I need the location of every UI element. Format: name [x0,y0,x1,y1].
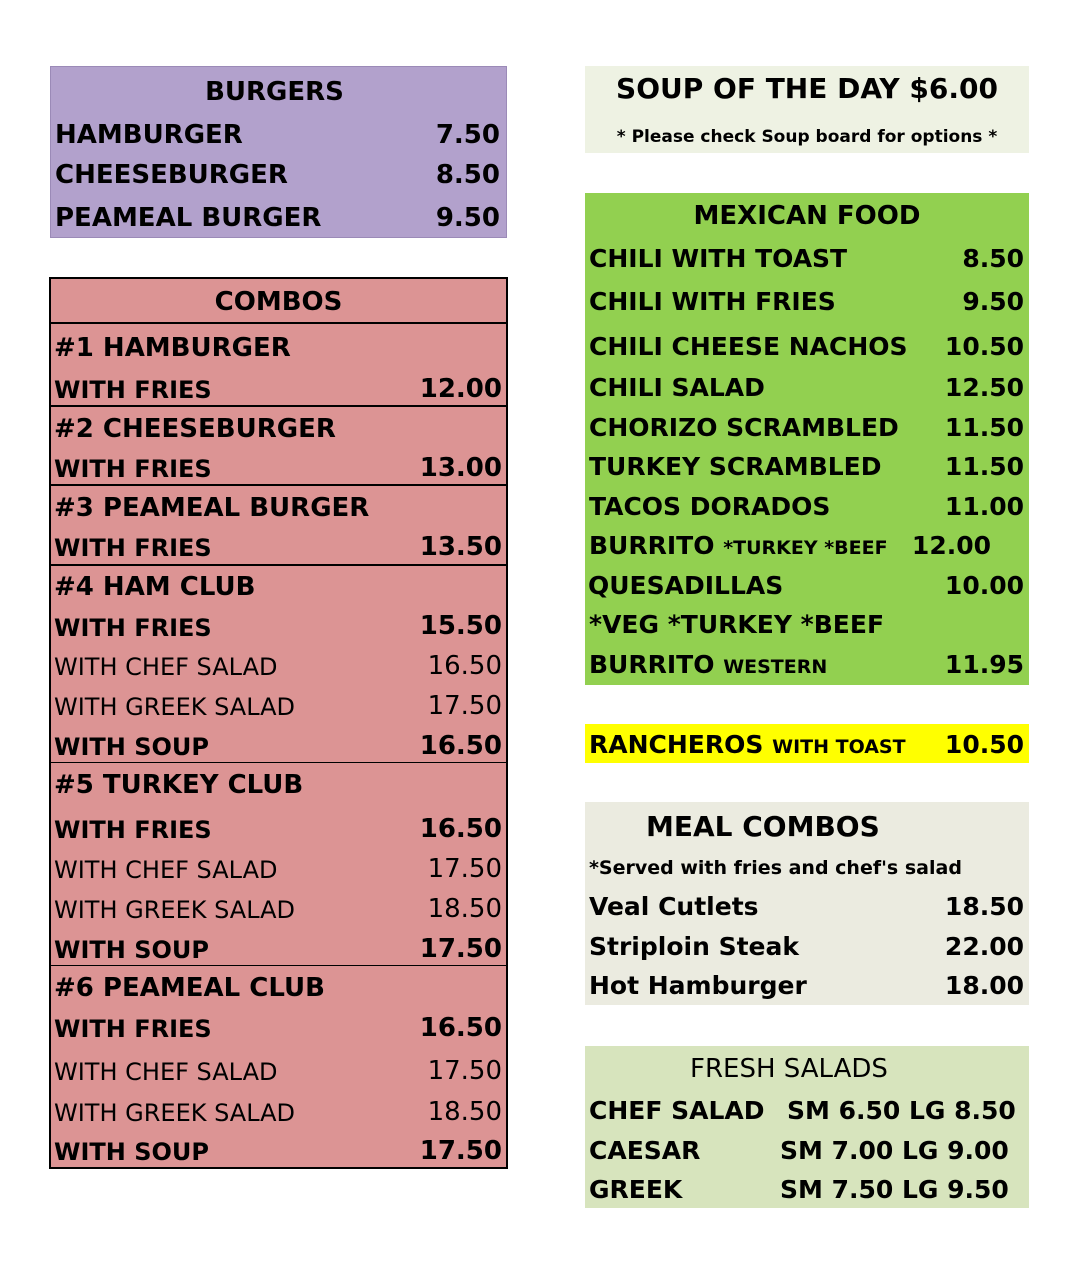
combo-option-price: 17.50 [427,1056,502,1086]
combo-option-label: WITH FRIES [54,455,212,483]
combo-name: #6 PEAMEAL CLUB [54,973,325,1003]
combo-name: #1 HAMBURGER [54,333,291,363]
combo-option-label: WITH FRIES [54,376,212,404]
combo-option-label: WITH CHEF SALAD [54,1058,278,1086]
burgers-title: BURGERS [205,77,344,107]
soup-section [585,66,1029,153]
menu-item-name: CAESAR [589,1136,701,1165]
menu-item-name: Hot Hamburger [589,971,807,1000]
combo-name: #5 TURKEY CLUB [54,770,304,800]
menu-item-name: BURRITO [589,531,715,560]
menu-item-options: WESTERN [723,656,828,678]
menu-item-price: 12.00 [911,531,991,560]
combo-name: #2 CHEESEBURGER [54,414,336,444]
combo-option-label: WITH CHEF SALAD [54,856,278,884]
menu-item-sizes: SM 7.50 LG 9.50 [780,1175,1009,1204]
combo-option-label: WITH SOUP [54,1138,209,1166]
combo-option-label: WITH FRIES [54,534,212,562]
menu-item-name: QUESADILLAS [588,571,784,600]
combo-option-price: 16.50 [427,651,502,681]
combo-option-price: 16.50 [419,814,502,844]
divider [51,762,506,763]
combo-option-price: 16.50 [419,731,502,761]
menu-item-name: HAMBURGER [55,120,243,150]
combo-option-price: 15.50 [419,611,502,641]
menu-item-price: 11.95 [944,650,1024,679]
menu-item-name: CHILI WITH TOAST [589,244,848,273]
menu-item-price: 10.50 [944,730,1024,759]
rancheros-section [585,724,1029,763]
menu-item-name: Striploin Steak [589,932,799,961]
rancheros-line [589,732,906,757]
combo-option-price: 18.50 [427,1097,502,1127]
menu-item-options: WITH TOAST [772,736,906,758]
menu-item-name: TACOS DORADOS [589,492,831,521]
menu-item-price: 11.00 [944,492,1024,521]
divider [51,484,506,486]
menu-item-price: 11.50 [944,413,1024,442]
divider [51,564,506,566]
menu-item-price: 9.50 [962,287,1024,316]
divider [51,322,506,324]
menu-item-price: 11.50 [944,452,1024,481]
combo-option-price: 17.50 [419,934,502,964]
menu-item-price: 7.50 [435,120,500,150]
menu-item-price: 18.50 [944,892,1024,921]
menu-item-price: 22.00 [944,932,1024,961]
meal-combos-section [585,802,1029,1005]
menu-item-sizes: SM 6.50 LG 8.50 [787,1096,1016,1125]
menu-item-name: CHORIZO SCRAMBLED [589,413,899,442]
meal-combos-note: *Served with fries and chef's salad [589,857,962,879]
menu-item-price: 9.50 [435,203,500,233]
divider [51,965,506,966]
menu-item-name: CHEESEBURGER [55,160,288,190]
combo-option-price: 17.50 [427,691,502,721]
combo-option-price: 13.00 [419,453,502,483]
mexican-title: MEXICAN FOOD [693,201,921,231]
burgers-section [50,66,507,238]
burrito-western-line [589,652,827,677]
combo-option-label: WITH GREEK SALAD [54,896,296,924]
mexican-section [585,193,1029,685]
combo-option-price: 18.50 [427,894,502,924]
menu-item-sizes: SM 7.00 LG 9.00 [780,1136,1009,1165]
menu-item-price: 10.50 [944,332,1024,361]
menu-item-price: 12.50 [944,373,1024,402]
menu-item-name: CHILI WITH FRIES [589,287,836,316]
menu-item-price: 8.50 [962,244,1024,273]
salads-section [585,1046,1029,1208]
combo-option-label: WITH SOUP [54,936,209,964]
menu-item-name: Veal Cutlets [589,892,759,921]
combo-option-label: WITH GREEK SALAD [54,1099,296,1127]
menu-item-price: 10.00 [944,571,1024,600]
combo-option-label: WITH FRIES [54,1015,212,1043]
combo-option-label: WITH FRIES [54,614,212,642]
soup-note: * Please check Soup board for options * [616,127,998,147]
combos-title: COMBOS [214,287,343,317]
combos-section [49,277,508,1169]
combo-option-price: 12.00 [419,374,502,404]
menu-item-name: CHILI SALAD [589,373,765,402]
combo-option-price: 17.50 [419,1136,502,1166]
combo-option-label: WITH CHEF SALAD [54,653,278,681]
menu-item-options: *VEG *TURKEY *BEEF [589,610,885,639]
combo-name: #4 HAM CLUB [54,572,256,602]
combo-name: #3 PEAMEAL BURGER [54,493,370,523]
combo-option-price: 17.50 [427,854,502,884]
menu-item-name: GREEK [589,1175,683,1204]
combo-option-label: WITH SOUP [54,733,209,761]
combo-option-label: WITH GREEK SALAD [54,693,296,721]
menu-item-price: 18.00 [944,971,1024,1000]
soup-title: SOUP OF THE DAY $6.00 [616,72,998,105]
menu-item-name: RANCHEROS [589,730,764,759]
meal-combos-title: MEAL COMBOS [646,810,880,843]
combo-option-label: WITH FRIES [54,816,212,844]
salads-title: FRESH SALADS [690,1054,888,1084]
menu-item-options: *TURKEY *BEEF [723,537,888,559]
menu-item-price: 8.50 [435,160,500,190]
menu-item-name: PEAMEAL BURGER [55,203,322,233]
menu-item-name: TURKEY SCRAMBLED [589,452,882,481]
divider [51,405,506,407]
menu-item-name: CHILI CHEESE NACHOS [589,332,908,361]
combo-option-price: 16.50 [419,1013,502,1043]
menu-item-name: BURRITO [589,650,715,679]
menu-item-name: CHEF SALAD [589,1096,765,1125]
combo-option-price: 13.50 [419,532,502,562]
burrito-line [589,533,888,558]
